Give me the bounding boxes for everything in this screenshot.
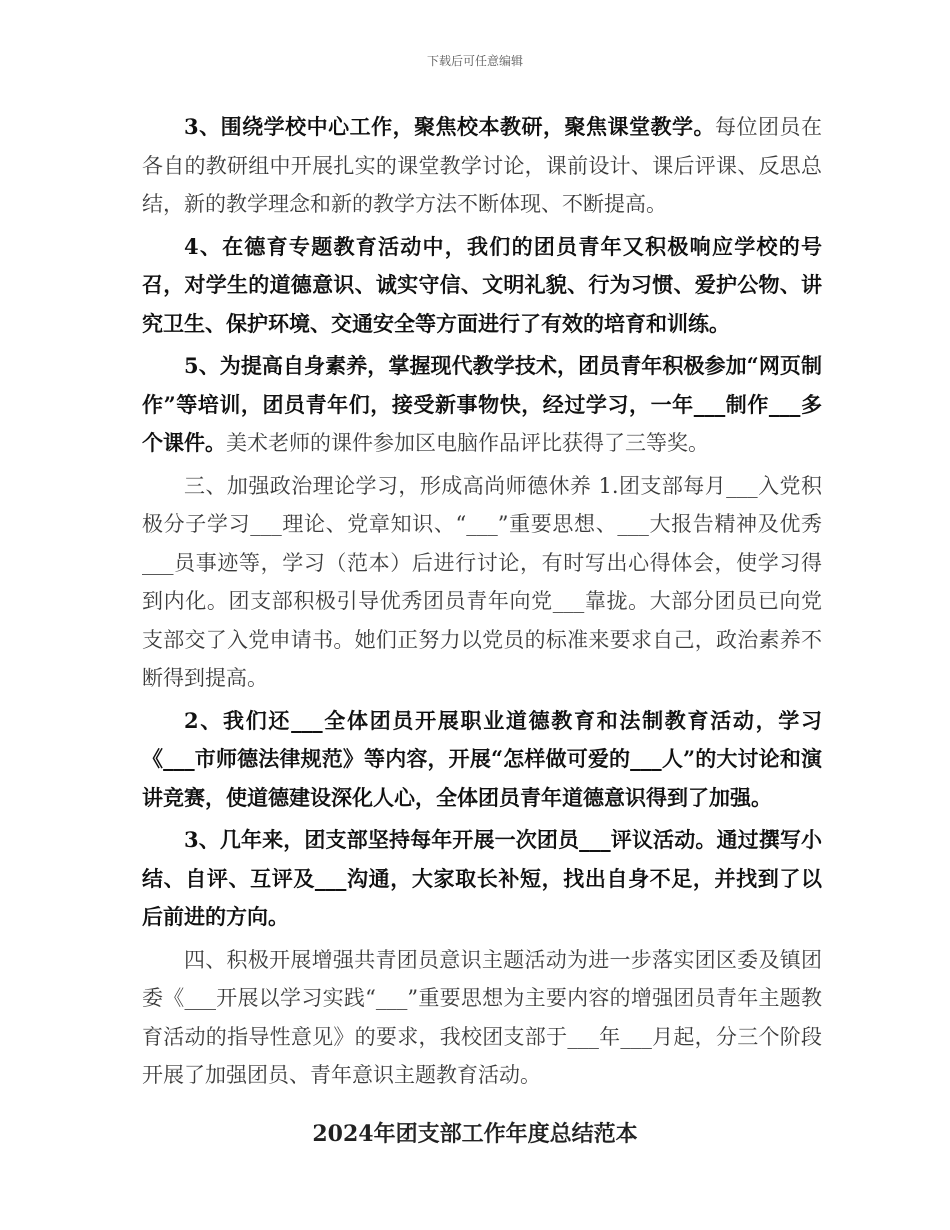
paragraph-4 [142,467,822,698]
paragraph-6-bold: 3、几年来，团支部坚持每年开展一次团员___评议活动。通过撰写小结、自评、互评及___沟通，大家取长补短，找出自身不足，并找到了以后前进的方向。 [142,827,822,929]
paragraph-6 [142,821,822,937]
document-body [142,108,822,1099]
paragraph-3-text: 美术老师的课件参加区电脑作品评比获得了三等奖。 [226,431,709,455]
paragraph-7-text: 四、积极开展增强共青团员意识主题活动为进一步落实团区委及镇团委《___开展以学习实践“___”重要思想为主要内容的增强团员青年主题教育活动的指导性意见》的要求，我校团支部于___年___月起，分三个阶段开展了加强团员、青年意识主题教育活动。 [142,947,822,1087]
paragraph-1-bold: 3、围绕学校中心工作，聚焦校本教研，聚焦课堂教学。 [184,114,716,139]
document-title: 2024年团支部工作年度总结范本 [312,1121,638,1147]
paragraph-5 [142,702,822,818]
page-header: 下载后可任意编辑 [426,54,523,68]
paragraph-3-bold: 5、为提高自身素养，掌握现代教学技术，团员青年积极参加“网页制作”等培训，团员青年们，接受新事物快，经过学习，一年___制作___多个课件。 [142,353,822,455]
paragraph-1-text: 每位团员在各自的教研组中开展扎实的课堂教学讨论，课前设计、课后评课、反思总结，新的教学理念和新的教学方法不断体现、不断提高。 [142,115,822,216]
paragraph-3 [142,347,822,463]
paragraph-1 [142,108,822,224]
paragraph-4-text: 三、加强政治理论学习，形成高尚师德休养 1.团支部每月___入党积极分子学习___理论、党章知识、“___”重要思想、___大报告精神及优秀___员事迹等，学习（范本）后进行讨论，有时写出心得体会，使学习得到内化。团支部积极引导优秀团员青年向党___靠拢。大部分团员已向党支部交了入党申请书。她们正努力以党员的标准来要求自己，政治素养不断得到提高。 [142,473,822,690]
paragraph-2 [142,228,822,344]
paragraph-5-bold: 2、我们还___全体团员开展职业道德教育和法制教育活动，学习《___市师德法律规范》等内容，开展“怎样做可爱的___人”的大讨论和演讲竞赛，使道德建设深化人心，全体团员青年道德意识得到了加强。 [142,707,822,810]
paragraph-2-bold: 4、在德育专题教育活动中，我们的团员青年又积极响应学校的号召，对学生的道德意识、诚实守信、文明礼貌、行为习惯、爱护公物、讲究卫生、保护环境、交通安全等方面进行了有效的培育和训练。 [142,233,822,336]
paragraph-7 [142,941,822,1095]
